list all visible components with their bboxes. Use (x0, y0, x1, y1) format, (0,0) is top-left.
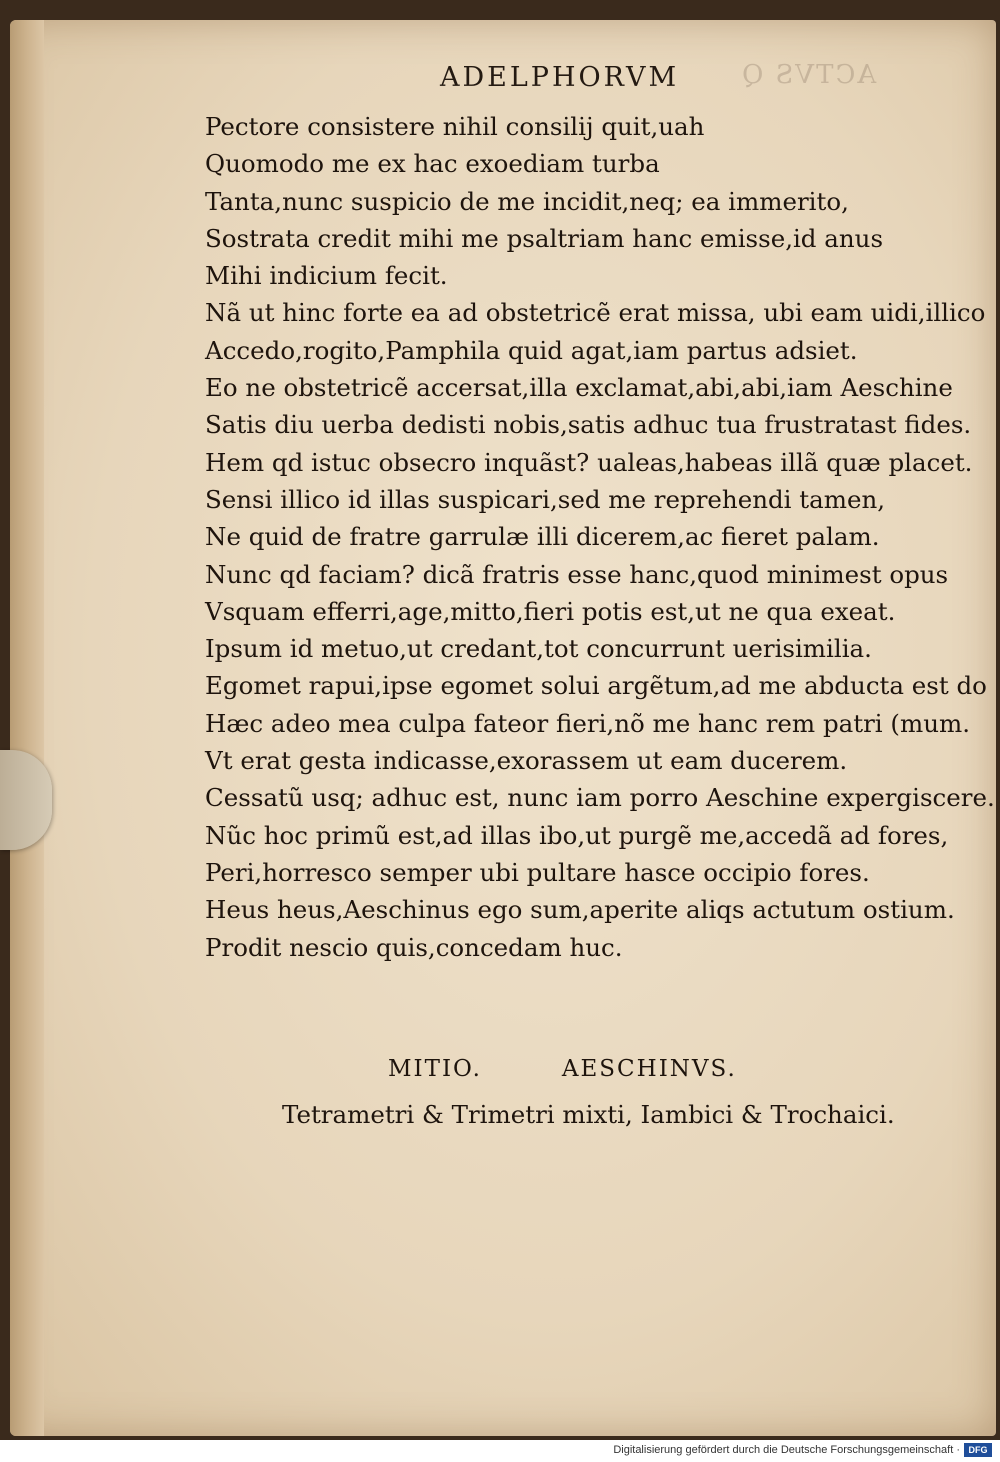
verse-line: Prodit nescio quis,concedam huc. (205, 932, 623, 962)
verse-line: Accedo,rogito,Pamphila quid agat,iam partus adsiet. (205, 335, 858, 365)
verse-block (205, 108, 995, 966)
verse-line: Tanta,nunc suspicio de me incidit,neq; ea immerito, (205, 186, 849, 216)
footer-bar (0, 1440, 1000, 1462)
verse-line: Cessatũ usq; adhuc est, nunc iam porro Aeschine expergiscere. (205, 783, 995, 813)
speaker-name: AESCHINVS. (561, 1056, 737, 1082)
verse-line: Heus heus,Aeschinus ego sum,aperite aliqs actutum ostium. (205, 895, 955, 925)
verse-line: Hæc adeo mea culpa fateor fieri,nõ me hanc rem patri (mum. (205, 708, 971, 738)
speaker-name: MITIO. (388, 1056, 482, 1082)
verse-line: Ne quid de fratre garrulæ illi dicerem,ac fieret palam. (205, 522, 880, 552)
bleed-through-text: ACTVS Q (740, 60, 877, 90)
verse-line: Vsquam efferri,age,mitto,fieri potis est,ut ne qua exeat. (205, 596, 896, 626)
verse-line: Peri,horresco semper ubi pultare hasce occipio fores. (205, 857, 870, 887)
verse-line: Sostrata credit mihi me psaltriam hanc emisse,id anus (205, 223, 884, 253)
dfg-logo-icon: DFG (964, 1443, 992, 1457)
verse-line: Eo ne obstetricẽ accersat,illa exclamat,abi,abi,iam Aeschine (205, 373, 953, 403)
verse-line: Nũc hoc primũ est,ad illas ibo,ut purgẽ me,accedã ad fores, (205, 820, 949, 850)
page-edge (10, 20, 44, 1436)
verse-line: Vt erat gesta indicasse,exorassem ut eam ducerem. (205, 746, 848, 776)
footer-credit: Digitalisierung gefördert durch die Deutsche Forschungsgemeinschaft · (613, 1444, 960, 1456)
verse-line: Nunc qd faciam? dicã fratris esse hanc,quod minimest opus (205, 559, 949, 589)
verse-line: Nã ut hinc forte ea ad obstetricẽ erat missa, ubi eam uidi,illico (205, 298, 986, 328)
verse-line: Satis diu uerba dedisti nobis,satis adhuc tua frustratast fides. (205, 410, 972, 440)
speaker-heading (388, 1056, 737, 1082)
verse-line: Sensi illico id illas suspicari,sed me reprehendi tamen, (205, 484, 886, 514)
verse-line: Hem qd istuc obsecro inquãst? ualeas,habeas illã quæ placet. (205, 447, 973, 477)
verse-line: Egomet rapui,ipse egomet solui argẽtum,ad me abducta est do (205, 671, 987, 701)
verse-line: Pectore consistere nihil consilij quit,uah (205, 112, 705, 141)
meter-note: Tetrametri & Trimetri mixti, Iambici & Trochaici. (282, 1100, 895, 1129)
verse-line: Mihi indicium fecit. (205, 261, 448, 291)
verse-line: Quomodo me ex hac exoediam turba (205, 149, 660, 179)
running-head: ADELPHORVM (440, 62, 680, 93)
verse-line: Ipsum id metuo,ut credant,tot concurrunt uerisimilia. (205, 634, 872, 664)
